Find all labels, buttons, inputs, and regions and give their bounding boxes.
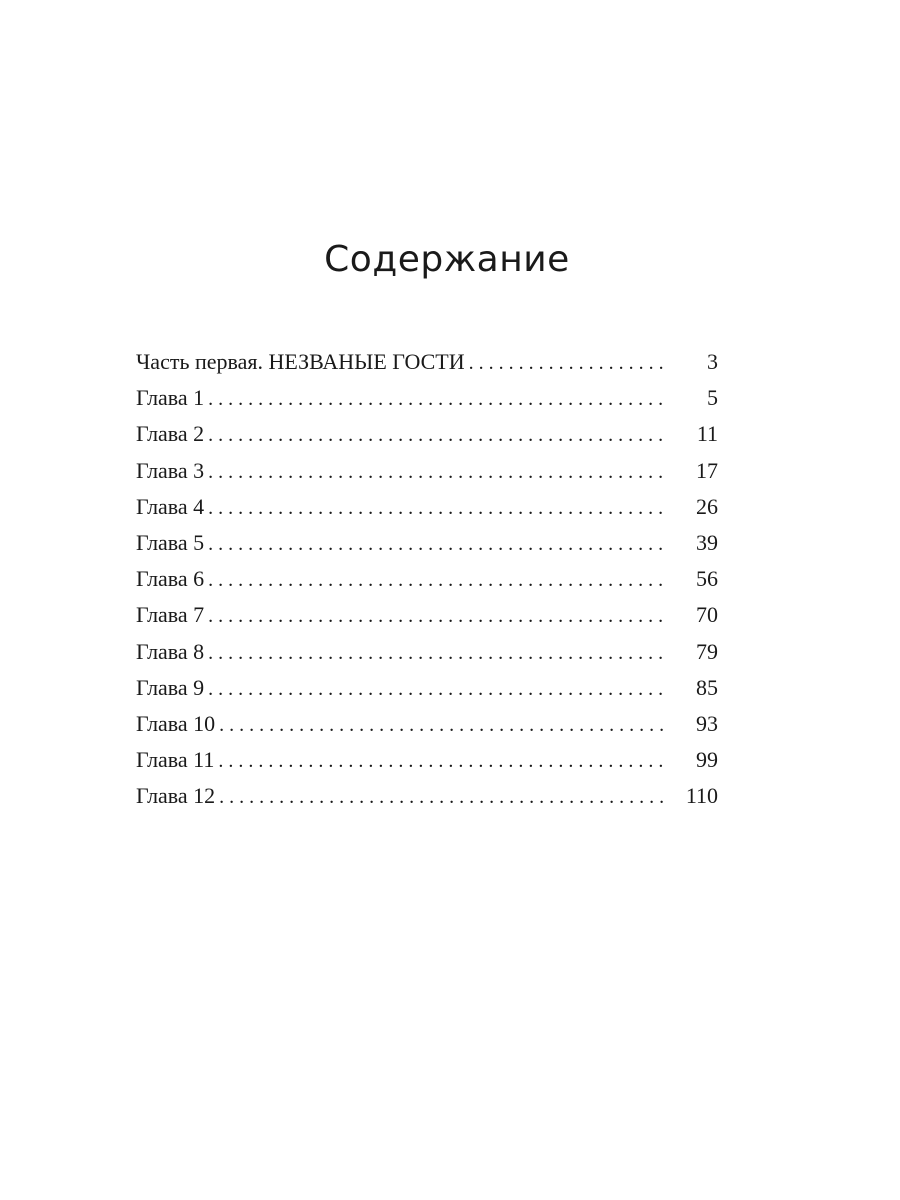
toc-entry-page: 39 — [696, 529, 718, 555]
dot-leader — [208, 526, 668, 562]
toc-entry-page: 99 — [696, 747, 718, 773]
toc-entry-chapter-6[interactable] — [136, 561, 718, 597]
toc-entry-chapter-12[interactable] — [136, 778, 718, 814]
toc-entry-chapter-9[interactable] — [136, 670, 718, 706]
toc-entry-chapter-5[interactable] — [136, 525, 718, 561]
toc-entry-label: Глава 6 — [136, 566, 205, 592]
toc-entry-label: Глава 3 — [136, 457, 205, 483]
toc-entry-page: 11 — [696, 421, 718, 447]
dot-leader — [469, 345, 668, 381]
toc-entry-page: 5 — [707, 385, 718, 411]
toc-entry-label: Глава 9 — [136, 674, 205, 700]
toc-entry-label: Глава 12 — [136, 783, 216, 809]
toc-entry-page: 70 — [696, 602, 718, 628]
toc-entry-chapter-1[interactable] — [136, 380, 718, 416]
dot-leader — [208, 598, 668, 634]
toc-entry-label: Глава 1 — [136, 385, 205, 411]
toc-entry-page: 3 — [707, 349, 718, 374]
dot-leader — [208, 417, 668, 453]
dot-leader — [208, 454, 668, 490]
dot-leader — [219, 707, 668, 743]
dot-leader — [208, 381, 668, 417]
dot-leader — [208, 635, 668, 671]
dot-leader — [218, 743, 668, 779]
toc-entry-label: Глава 4 — [136, 493, 205, 519]
toc-entry-page: 17 — [696, 457, 718, 483]
toc-entry-label: Глава 7 — [136, 602, 205, 628]
toc-entry-chapter-10[interactable] — [136, 706, 718, 742]
toc-entry-page: 56 — [696, 566, 718, 592]
toc-entry-part-1[interactable] — [136, 344, 718, 380]
dot-leader — [208, 562, 668, 598]
toc-entry-page: 85 — [696, 674, 718, 700]
toc-entry-label: Глава 2 — [136, 421, 205, 447]
toc-entry-chapter-11[interactable] — [136, 742, 718, 778]
toc-entry-label: Глава 8 — [136, 638, 205, 664]
toc-entry-chapter-7[interactable] — [136, 597, 718, 633]
toc-entry-chapter-4[interactable] — [136, 489, 718, 525]
toc-entry-label: Глава 10 — [136, 710, 216, 736]
dot-leader — [208, 490, 668, 526]
toc-entry-label: Глава 11 — [136, 747, 215, 773]
toc-title: Содержание — [324, 239, 570, 280]
toc-entry-page: 79 — [696, 638, 718, 664]
toc-entry-page: 110 — [685, 783, 718, 809]
toc-entry-page: 93 — [696, 710, 718, 736]
dot-leader — [208, 671, 668, 707]
toc-entry-chapter-2[interactable] — [136, 416, 718, 452]
toc-entry-chapter-3[interactable] — [136, 453, 718, 489]
toc-entry-chapter-8[interactable] — [136, 634, 718, 670]
toc-entry-label: Глава 5 — [136, 529, 205, 555]
toc-list — [136, 344, 718, 814]
toc-entry-label: Часть первая. НЕЗВАНЫЕ ГОСТИ — [136, 349, 465, 374]
toc-entry-page: 26 — [696, 493, 718, 519]
dot-leader — [219, 779, 668, 815]
